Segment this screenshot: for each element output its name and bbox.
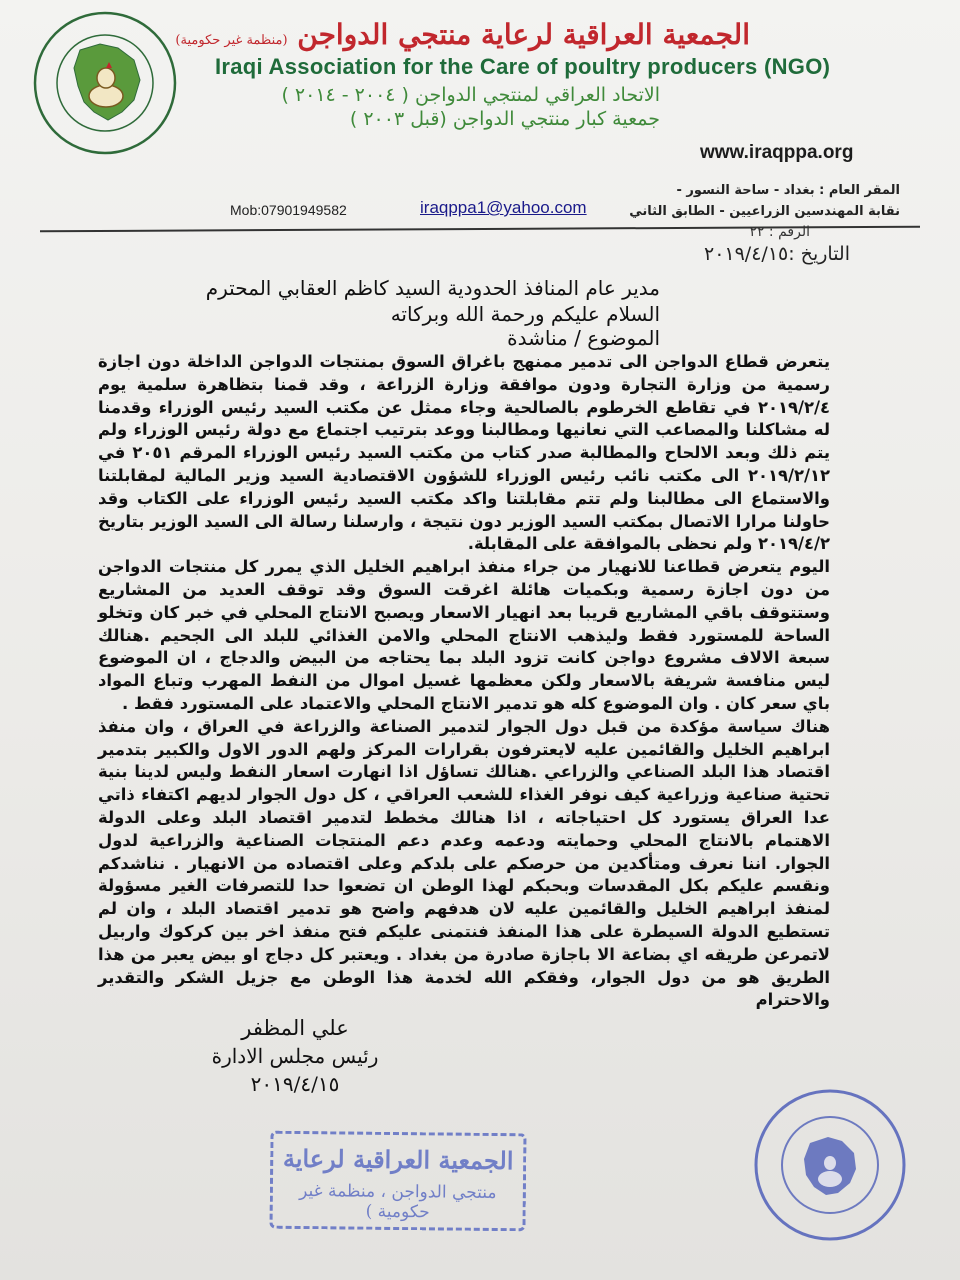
letter-date: التاريخ :٢٠١٩/٤/١٥ (703, 243, 850, 265)
subject-line: الموضوع / مناشدة (507, 326, 660, 350)
signatory-title: رئيس مجلس الادارة (211, 1044, 379, 1068)
email-link[interactable]: iraqppa1@yahoo.com (420, 198, 587, 217)
body-paragraph-1: يتعرض قطاع الدواجن الى تدمير ممنهج باغراق السوق بمنتجات الدواجن الداخلة دون اجازة رسمية من وزارة التجارة ودون موافقة وزارة الزراعة ، وقد قمنا بتظاهرة سلمية يوم ٢٠١٩/٢/٤ في تقاطع الخرطوم بالصالحية وجاء ممثل عن مكتب السيد رئيس الوزراء وقدمنا له مشاكلنا والمصاعب التي نعانيها ومطالبنا ووعد بترتيب اجتماع مع دولة رئيس الوزراء ولم يتم ذلك وبعد الالحاح والمطالبة صدر كتاب من مكتب السيد رئيس الوزراء المرقم ٢٠٥١ في ٢٠١٩/٢/١٢ الى مكتب نائب رئيس الوزراء للشؤون الاقتصادية السيد وزير المالية لمقابلتنا والاستماع الى مطالبنا ولم تتم مقابلتنا واكد مكتب السيد رئيس الوزراء على الكتاب وقد حاولنا مرارا الاتصال بمكتب السيد الوزير دون نتيجة ، وارسلنا رسالة الى السيد الوزير بتاريخ ٢٠١٩/٤/٢ ولم نحظى بالموافقة على المقابلة. (98, 352, 830, 554)
org-subtitle-2: جمعية كبار منتجي الدواجن (قبل ٢٠٠٣ ) (349, 108, 660, 130)
reference-number: الرقم : ٢٢ (749, 224, 810, 240)
signature-date: ٢٠١٩/٤/١٥ (250, 1072, 340, 1096)
rectangular-stamp (269, 1131, 526, 1232)
org-name-english: Iraqi Association for the Care of poultry producers (NGO) (215, 54, 831, 79)
org-subtitle-1: الاتحاد العراقي لمنتجي الدواجن ( ٢٠٠٤ - ٢٠١٤ ) (281, 84, 660, 106)
signatory-name: علي المظفر (241, 1016, 349, 1040)
recipient-line: مدير عام المنافذ الحدودية السيد كاظم العقابي المحترم (205, 276, 660, 300)
body-paragraph-3: هناك سياسة مؤكدة من قبل دول الجوار لتدمير الصناعة والزراعة في العراق ، وان منفذ ابراهيم الخليل والقائمين عليه لايعترفون بقرارات المركز ولهم الدور الاول والكبير بتدمير اقتصاد هذا البلد الصناعي والزراعي .هنالك تساؤل اذا انهارت اسعار النفط وليس لدينا بنية تحتية صناعية وزراعية كيف نوفر الغذاء للشعب العراقي ، كل دول الجوار لديهم اكتفاء ذاتي عدا العراق يستورد كل احتياجاته ، اذا هنالك مخطط لتدمير اقتصاد البلد وعلى الدولة الاهتمام بالانتاج المحلي وحمايته ودعمه وعدم دعم المنتجات الصناعية والزراعية لدول الجوار. اننا نعرف ومتأكدين من حرصكم على بلدكم وعلى اقتصاده من الانهيار . نناشدكم ونقسم عليكم بكل المقدسات وبحبكم لهذا الوطن ان تضعوا حدا للتصرفات الغير مسؤولة لمنفذ ابراهيم الخليل والقائمين عليه لان هدفهم واضح هو تدمير اقتصاد البلد ، وان لم تستطيع الدولة السيطرة على هذا المنفذ فنتمنى عليكم فتح منفذ اخر بين كركوك واربيل لاتمرعن طريقه اي بضاعة الا باجازة صادرة من بغداد . ويعتبر كل دجاج او بيض يعبر من هذا الطريق هو من دول الجوار، وفقكم الله لخدمة هذا الوطن مع جزيل الشكر والتقدير والاحترام (98, 716, 830, 1010)
website-url: www.iraqppa.org (700, 142, 854, 163)
mobile-number: Mob:07901949582 (230, 202, 347, 218)
round-seal-stamp (750, 1085, 910, 1245)
org-name-ar: الجمعية العراقية لرعاية منتجي الدواجن (297, 18, 750, 51)
stamp-line-1: الجمعية العراقية لرعاية (282, 1143, 514, 1176)
body-paragraph-2: اليوم يتعرض قطاعنا للانهيار من جراء منفذ ابراهيم الخليل الذي يمرر كل منتجات الدواجن من دون اجازة رسمية وبكميات هائلة اغرقت السوق وقد توقف العديد من المشاريع وستتوقف باقي المشاريع قريبا بعد انهيار الاسعار ويصبح الانتاج المحلي في خبر كان وتخلو الساحة للمستورد فقط وليذهب الانتاج المحلي والامن الغذائي للبلد الى الجحيم .هنالك سبعة الالاف مشروع دواجن كانت تزود البلد بما يحتاجه من البيض والدجاج ، ان الموضوع ليس منافسة شريفة بالاسعار ولكن معظمها غسيل اموال من النفط المهرب وتباع المواد باي سعر كان . وان الموضوع كله هو تدمير الانتاج المحلي والاعتماد على المستورد فقط . (98, 557, 830, 713)
org-name-arabic (150, 18, 750, 51)
stamp-line-2: منتجي الدواجن ، منظمة غير حكومية ) (299, 1180, 497, 1223)
greeting-line: السلام عليكم ورحمة الله وبركاته (390, 302, 660, 326)
letter-body (98, 351, 830, 1010)
address-line-1: المقر العام : بغداد - ساحة النسور - (676, 183, 900, 198)
address-line-2: نقابة المهندسين الزراعيين - الطابق الثاني (629, 204, 900, 219)
org-ngo-label: (منظمة غير حكومية) (175, 33, 288, 48)
